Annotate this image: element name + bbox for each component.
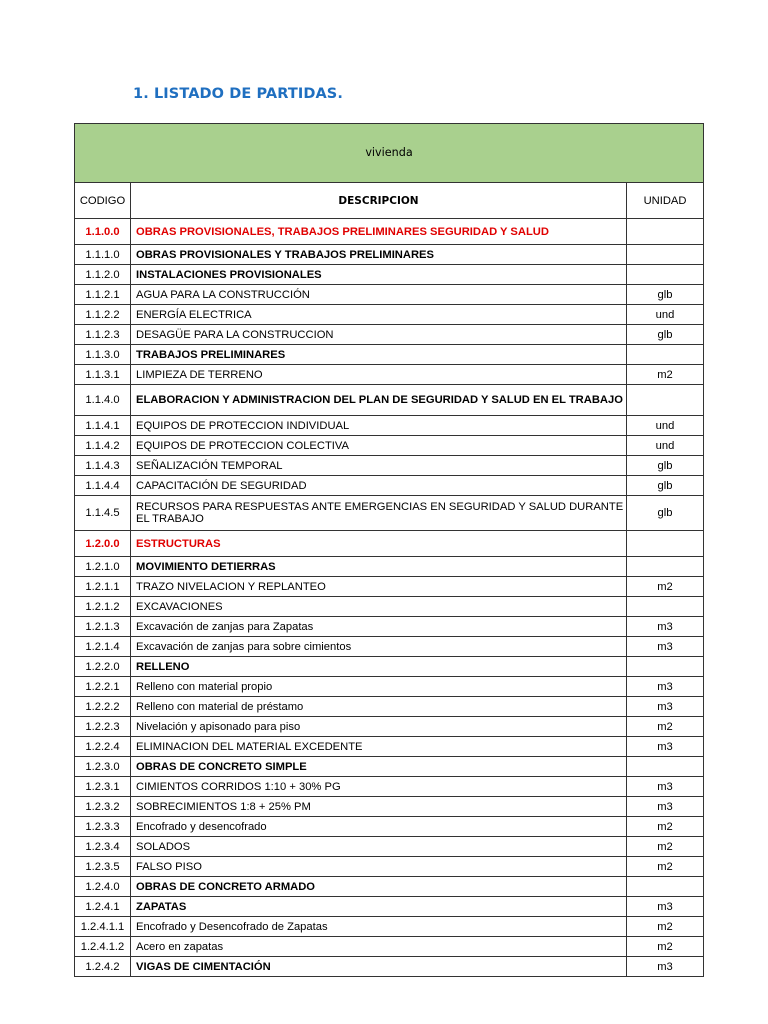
row-unit: m2 (627, 857, 704, 877)
row-description: TRABAJOS PRELIMINARES (131, 345, 627, 365)
row-description: RELLENO (131, 657, 627, 677)
table-row (75, 365, 704, 385)
row-description: Relleno con material propio (131, 677, 627, 697)
header-row (75, 183, 704, 219)
table-title: vivienda (75, 124, 704, 183)
row-code: 1.2.1.1 (75, 577, 131, 597)
row-unit: glb (627, 285, 704, 305)
table-row (75, 456, 704, 476)
table-row (75, 757, 704, 777)
row-code: 1.2.1.2 (75, 597, 131, 617)
row-description: RECURSOS PARA RESPUESTAS ANTE EMERGENCIAS EN SEGURIDAD Y SALUD DURANTE EL TRABAJO (131, 496, 627, 531)
table-row (75, 857, 704, 877)
row-description: SOLADOS (131, 837, 627, 857)
row-description: DESAGÜE PARA LA CONSTRUCCION (131, 325, 627, 345)
table-row (75, 325, 704, 345)
row-code: 1.1.3.0 (75, 345, 131, 365)
table-row (75, 837, 704, 857)
row-description: MOVIMIENTO DETIERRAS (131, 557, 627, 577)
row-description: ELIMINACION DEL MATERIAL EXCEDENTE (131, 737, 627, 757)
row-unit: m2 (627, 365, 704, 385)
row-unit (627, 245, 704, 265)
row-unit: m3 (627, 797, 704, 817)
table-row (75, 557, 704, 577)
row-code: 1.2.1.4 (75, 637, 131, 657)
partidas-table (74, 123, 704, 977)
row-unit: glb (627, 496, 704, 531)
row-unit: m2 (627, 817, 704, 837)
row-description: ENERGÍA ELECTRICA (131, 305, 627, 325)
row-code: 1.2.4.0 (75, 877, 131, 897)
row-code: 1.2.1.0 (75, 557, 131, 577)
row-unit: m3 (627, 697, 704, 717)
row-unit (627, 877, 704, 897)
row-description: EQUIPOS DE PROTECCION COLECTIVA (131, 436, 627, 456)
table-row (75, 697, 704, 717)
row-description: OBRAS DE CONCRETO ARMADO (131, 877, 627, 897)
row-code: 1.2.2.4 (75, 737, 131, 757)
row-description: SOBRECIMIENTOS 1:8 + 25% PM (131, 797, 627, 817)
row-code: 1.1.2.3 (75, 325, 131, 345)
table-row (75, 937, 704, 957)
row-code: 1.1.4.5 (75, 496, 131, 531)
row-code: 1.2.4.1 (75, 897, 131, 917)
table-row (75, 917, 704, 937)
row-code: 1.2.3.3 (75, 817, 131, 837)
row-description: Relleno con material de préstamo (131, 697, 627, 717)
row-description: AGUA PARA LA CONSTRUCCIÓN (131, 285, 627, 305)
row-unit: m3 (627, 637, 704, 657)
row-unit (627, 531, 704, 557)
row-description: CIMIENTOS CORRIDOS 1:10 + 30% PG (131, 777, 627, 797)
table-row (75, 531, 704, 557)
row-unit: und (627, 436, 704, 456)
row-unit: und (627, 416, 704, 436)
table-row (75, 305, 704, 325)
row-code: 1.1.4.0 (75, 385, 131, 416)
row-description: INSTALACIONES PROVISIONALES (131, 265, 627, 285)
row-description: Excavación de zanjas para sobre cimientos (131, 637, 627, 657)
row-code: 1.2.2.3 (75, 717, 131, 737)
row-code: 1.2.3.1 (75, 777, 131, 797)
row-code: 1.1.4.2 (75, 436, 131, 456)
table-row (75, 265, 704, 285)
row-description: ESTRUCTURAS (131, 531, 627, 557)
row-code: 1.2.2.1 (75, 677, 131, 697)
row-description: ZAPATAS (131, 897, 627, 917)
row-unit: glb (627, 476, 704, 496)
table-row (75, 897, 704, 917)
section-heading: 1. LISTADO DE PARTIDAS. (133, 86, 343, 102)
row-unit (627, 657, 704, 677)
row-code: 1.1.2.0 (75, 265, 131, 285)
row-code: 1.2.2.0 (75, 657, 131, 677)
row-code: 1.2.4.1.2 (75, 937, 131, 957)
row-code: 1.1.4.1 (75, 416, 131, 436)
table-row (75, 737, 704, 757)
table-row (75, 496, 704, 531)
row-unit: m3 (627, 677, 704, 697)
row-unit (627, 597, 704, 617)
row-unit: m3 (627, 617, 704, 637)
table-row (75, 219, 704, 245)
row-code: 1.2.1.3 (75, 617, 131, 637)
row-unit: m2 (627, 717, 704, 737)
row-description: FALSO PISO (131, 857, 627, 877)
table-row (75, 657, 704, 677)
table-row (75, 877, 704, 897)
row-code: 1.1.3.1 (75, 365, 131, 385)
row-code: 1.1.1.0 (75, 245, 131, 265)
table-row (75, 416, 704, 436)
table-row (75, 717, 704, 737)
row-unit: m2 (627, 837, 704, 857)
row-code: 1.2.4.1.1 (75, 917, 131, 937)
row-description: CAPACITACIÓN DE SEGURIDAD (131, 476, 627, 496)
row-unit (627, 557, 704, 577)
table-row (75, 797, 704, 817)
row-description: Acero en zapatas (131, 937, 627, 957)
row-description: LIMPIEZA DE TERRENO (131, 365, 627, 385)
row-unit: m2 (627, 917, 704, 937)
table-row (75, 777, 704, 797)
row-code: 1.2.3.4 (75, 837, 131, 857)
row-unit: m3 (627, 897, 704, 917)
table-row (75, 617, 704, 637)
row-unit: m3 (627, 737, 704, 757)
row-unit: m2 (627, 577, 704, 597)
row-unit (627, 757, 704, 777)
row-code: 1.2.2.2 (75, 697, 131, 717)
row-code: 1.2.3.2 (75, 797, 131, 817)
row-code: 1.1.0.0 (75, 219, 131, 245)
header-unidad: UNIDAD (627, 183, 704, 219)
row-code: 1.2.0.0 (75, 531, 131, 557)
row-unit: m2 (627, 937, 704, 957)
row-unit (627, 265, 704, 285)
row-unit (627, 345, 704, 365)
header-codigo: CODIGO (75, 183, 131, 219)
table-row (75, 957, 704, 977)
row-code: 1.1.2.1 (75, 285, 131, 305)
table-row (75, 597, 704, 617)
table-row (75, 637, 704, 657)
row-description: VIGAS DE CIMENTACIÓN (131, 957, 627, 977)
row-description: OBRAS DE CONCRETO SIMPLE (131, 757, 627, 777)
row-description: SEÑALIZACIÓN TEMPORAL (131, 456, 627, 476)
table-row (75, 345, 704, 365)
row-description: Encofrado y desencofrado (131, 817, 627, 837)
table-row (75, 285, 704, 305)
table-row (75, 476, 704, 496)
table-row (75, 245, 704, 265)
row-unit: glb (627, 325, 704, 345)
row-description: OBRAS PROVISIONALES, TRABAJOS PRELIMINARES SEGURIDAD Y SALUD (131, 219, 627, 245)
row-unit: glb (627, 456, 704, 476)
row-description: OBRAS PROVISIONALES Y TRABAJOS PRELIMINARES (131, 245, 627, 265)
row-description: ELABORACION Y ADMINISTRACION DEL PLAN DE SEGURIDAD Y SALUD EN EL TRABAJO (131, 385, 627, 416)
row-description: EQUIPOS DE PROTECCION INDIVIDUAL (131, 416, 627, 436)
row-unit: und (627, 305, 704, 325)
row-unit (627, 219, 704, 245)
table-row (75, 817, 704, 837)
row-code: 1.1.4.4 (75, 476, 131, 496)
row-code: 1.1.2.2 (75, 305, 131, 325)
table-row (75, 677, 704, 697)
table-row (75, 385, 704, 416)
table-row (75, 436, 704, 456)
row-code: 1.1.4.3 (75, 456, 131, 476)
row-description: TRAZO NIVELACION Y REPLANTEO (131, 577, 627, 597)
row-unit: m3 (627, 957, 704, 977)
row-unit (627, 385, 704, 416)
header-descripcion: DESCRIPCION (131, 183, 627, 219)
row-description: Nivelación y apisonado para piso (131, 717, 627, 737)
row-code: 1.2.3.5 (75, 857, 131, 877)
row-description: Encofrado y Desencofrado de Zapatas (131, 917, 627, 937)
row-description: Excavación de zanjas para Zapatas (131, 617, 627, 637)
row-code: 1.2.4.2 (75, 957, 131, 977)
row-unit: m3 (627, 777, 704, 797)
row-description: EXCAVACIONES (131, 597, 627, 617)
table-row (75, 577, 704, 597)
row-code: 1.2.3.0 (75, 757, 131, 777)
